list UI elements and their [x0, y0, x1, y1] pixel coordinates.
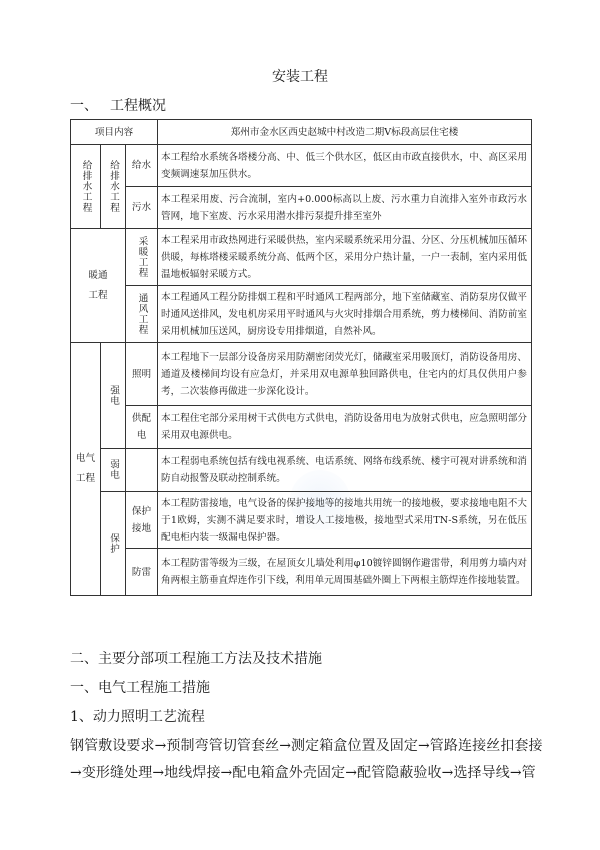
hvac-vent-label: 通风工程: [136, 292, 148, 336]
protection-label: 保护: [108, 532, 119, 555]
weak-current-cell: [101, 449, 126, 492]
power-supply-text: 本工程住宅部分采用树干式供电方式供电，消防设备用电为放射式供电，应急照明部分采用双电源供电。: [158, 406, 532, 449]
strong-current-cell: [101, 343, 126, 449]
table-row: [71, 343, 532, 406]
section-heading-electrical: 一、电气工程施工措施: [70, 680, 210, 696]
electric-group-label: 电气工程: [75, 453, 96, 484]
water-supply-label: 给水: [126, 145, 158, 187]
table-row: [71, 145, 532, 187]
section-heading-overview: [70, 95, 166, 115]
lighting-label: 照明: [126, 343, 158, 406]
protection-cell: [101, 492, 126, 596]
weak-current-text: 本工程弱电系统包括有线电视系统、电话系统、网络布线系统、楼宇可视对讲系统和消防自动报警及联动控制系统。: [158, 449, 532, 492]
hvac-heating-cell: [126, 229, 158, 286]
power-supply-cell: [126, 406, 158, 449]
table-row: [71, 286, 532, 343]
water-supply-text: 本工程给水系统各塔楼分高、中、低三个供水区，低区由市政直接供水，中、高区采用变频调速泵加压供水。: [158, 145, 532, 187]
hvac-group-label: 暖通工程: [88, 269, 108, 301]
hvac-group-cell: [71, 229, 126, 343]
page-title: 安装工程: [272, 69, 328, 85]
hvac-vent-text: 本工程通风工程分防排烟工程和平时通风工程两部分，地下室储藏室、消防泵房仅做平时通风送排风，发电机房采用平时通风与火灾时排烟合用系统，剪力楼梯间、消防前室采用机械加压送风，厨房设专用排烟道，自然补风。: [158, 286, 532, 343]
section-number: 一、: [70, 98, 98, 114]
section-heading-methods: 二、主要分部项工程施工方法及技术措施: [70, 651, 322, 667]
weak-current-empty: [126, 449, 158, 492]
grounding-label: 保护接地: [131, 506, 152, 534]
hvac-heating-text: 本工程采用市政热网进行采暖供热，室内采暖系统采用分温、分区、分压机械加压循环供暖，每栋塔楼采暖系统分高、低两个区，采用分户热计量，一户一表制，室内采用低温地板辐射采暖方式。: [158, 229, 532, 286]
weak-current-label: 弱电: [108, 459, 119, 481]
table-header-row: [71, 120, 532, 145]
header-project-name: 郑州市金水区西史赵城中村改造二期Ⅴ标段高层住宅楼: [158, 120, 532, 145]
lightning-text: 本工程防雷等级为三级，在屋顶女儿墙处利用φ10镀锌圆钢作避雷带，利用剪力墙内对角两根主筋垂直焊连作引下线，利用单元周围基础外圈上下两根主筋焊连作接地装置。: [158, 549, 532, 596]
power-supply-label: 供配电: [131, 413, 152, 441]
strong-current-label: 强电: [108, 384, 119, 407]
water-sub-label: 给排水工程: [108, 160, 119, 213]
grounding-text: 本工程防雷接地，电气设备的保护接地等的接地共用统一的接地极，要求接地电阻不大于1欧姆，实测不满足要求时，增设人工接地极，接地型式采用TN-S系统，另在低压配电柜内装一级漏电保护器。: [158, 492, 532, 549]
water-group-cell: [71, 145, 101, 229]
lightning-label: 防雷: [126, 549, 158, 596]
water-sub-cell: [101, 145, 126, 229]
hvac-vent-cell: [126, 286, 158, 343]
grounding-cell: [126, 492, 158, 549]
water-group-label: 给排水工程: [80, 160, 92, 213]
header-label: 项目内容: [71, 120, 158, 145]
lighting-text: 本工程地下一层部分设备房采用防潮密闭荧光灯，储藏室采用吸顶灯，消防设备用房、通道及楼梯间均设有应急灯，并采用双电源单独回路供电，住宅内的灯具仅供用户参考，二次装修再做进一步深化设计。: [158, 343, 532, 406]
table-row: [71, 187, 532, 229]
hvac-heating-label: 采暖工程: [136, 235, 148, 279]
water-sewage-label: 污水: [126, 187, 158, 229]
section-label: 工程概况: [110, 98, 166, 114]
process-flow-line-2: →变形缝处理→地线焊接→配电箱盒外壳固定→配管隐蔽验收→选择导线→管: [70, 765, 536, 781]
table-row: [71, 229, 532, 286]
overview-table: [70, 119, 532, 596]
electric-group-cell: [71, 343, 101, 596]
table-row: [71, 549, 532, 596]
table-row: [71, 406, 532, 449]
table-row: [71, 492, 532, 549]
water-sewage-text: 本工程采用废、污合流制，室内+0.000标高以上废、污水重力自流排入室外市政污水管网，地下室废、污水采用潜水排污泵提升排至室外: [158, 187, 532, 229]
section-heading-process: 1、动力照明工艺流程: [70, 709, 205, 725]
process-flow-line-1: 钢管敷设要求→预制弯管切管套丝→测定箱盒位置及固定→管路连接丝扣套接: [70, 738, 543, 754]
table-row: [71, 449, 532, 492]
